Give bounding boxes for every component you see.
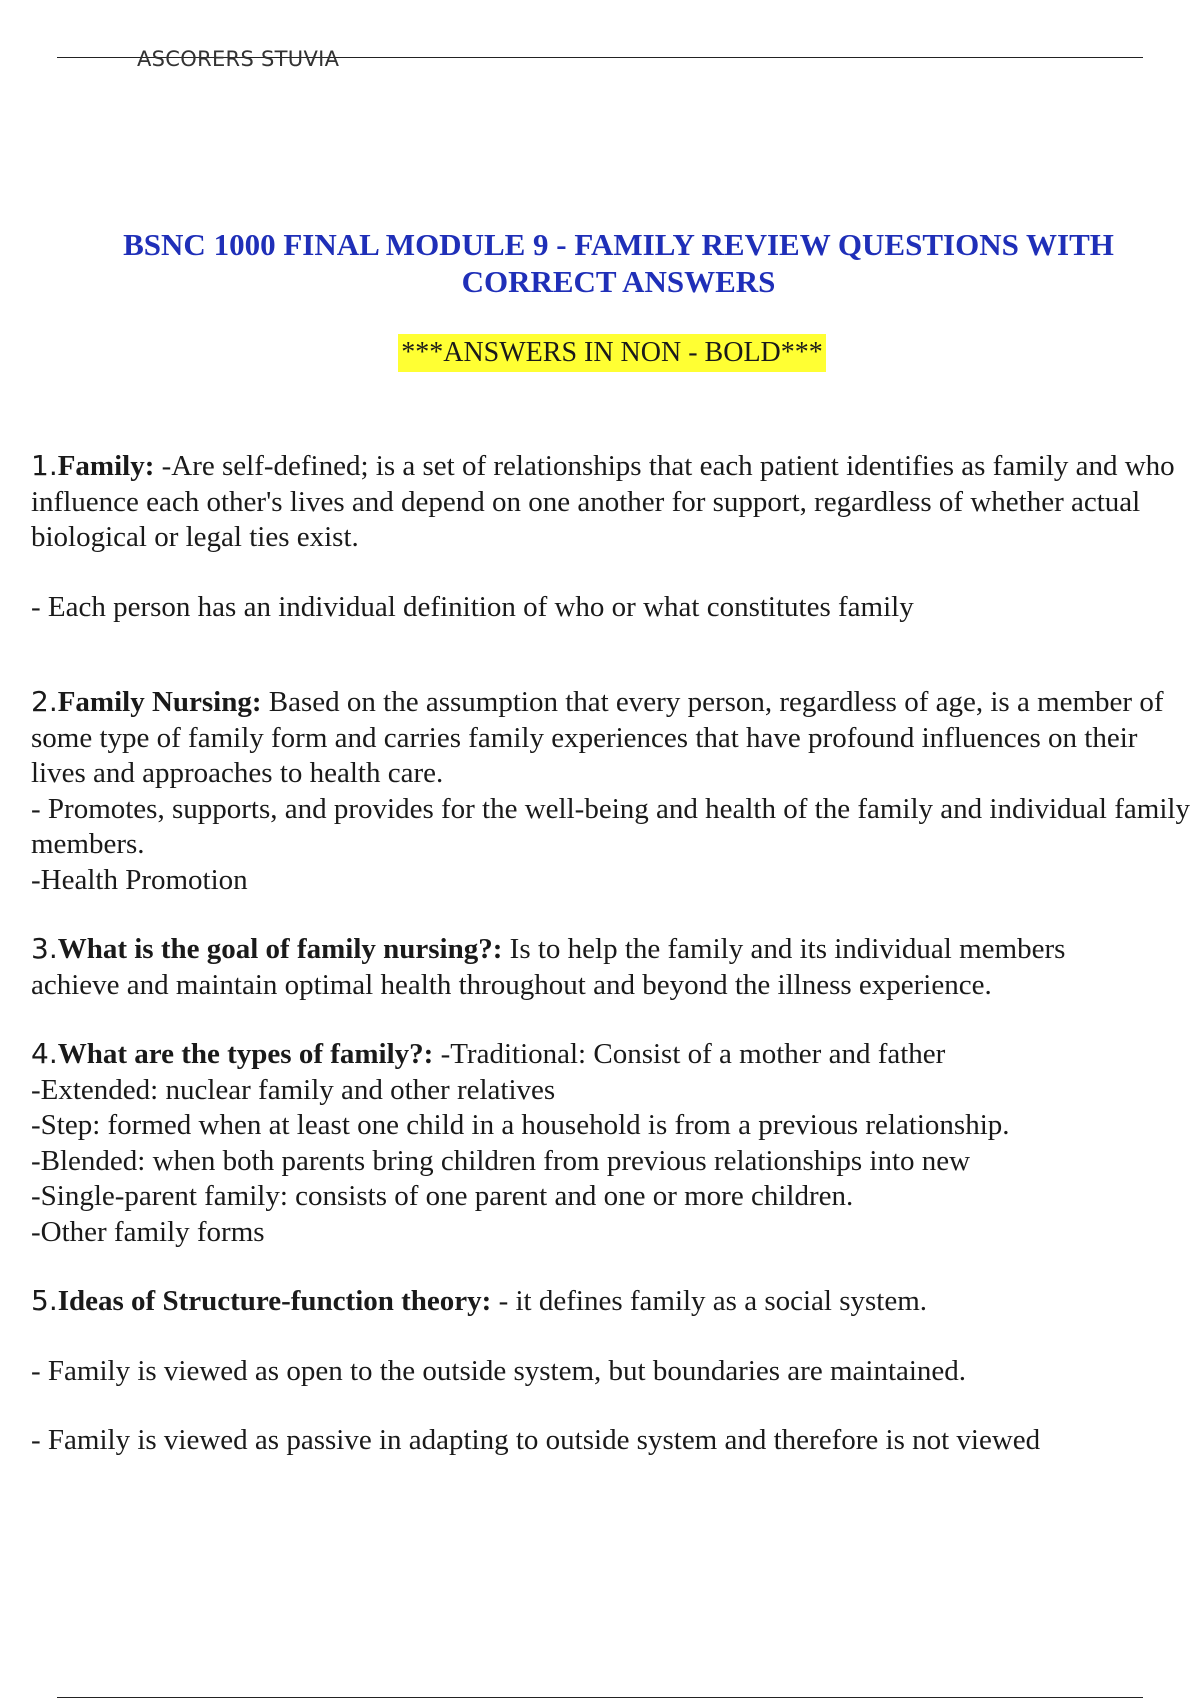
qa-item-4-body [31,1036,1191,1073]
answer-line: -Single-parent family: consists of one parent and one or more children. [31,1180,854,1212]
qa-item-1-body [31,448,1191,556]
item-number: 4. [31,1037,58,1070]
answer-extra: - Family is viewed as passive in adapting to outside system and therefore is not viewed [31,1424,1041,1456]
page-header [57,44,1143,84]
answer-line: -Other family forms [31,1215,265,1248]
answer-extra: - Family is viewed as open to the outside system, but boundaries are maintained. [31,1354,967,1387]
qa-item-5 [31,1283,1191,1459]
question-text: What are the types of family?: [57,1038,434,1070]
answer-line: - Promotes, supports, and provides for the well-being and health of the family and individual family members. [31,792,1190,860]
answer-extra: - Each person has an individual definition of who or what constitutes family [31,590,914,623]
footer-rule [57,1697,1143,1698]
answer-note-wrap [0,334,1200,372]
item-number: 2. [31,685,58,718]
qa-item-2 [31,684,1191,898]
item-number: 3. [31,932,58,965]
answer-text: - it defines family as a social system. [498,1285,928,1317]
qa-item-5-body [31,1283,1191,1320]
qa-list [31,448,1191,1492]
question-text: Family: [57,450,155,482]
qa-item-3-body [31,931,1091,1003]
item-number: 5. [31,1284,58,1317]
qa-item-1 [31,448,1191,625]
answer-text: -Are self-defined; is a set of relationships that each patient identifies as family and who influence each other's lives and depend on one another for support, regardless of whether actual biological or legal ties exist. [31,450,1175,553]
answer-line: -Extended: nuclear family and other relatives [31,1073,556,1106]
watermark-text: ASCORERS STUVIA [137,47,340,71]
question-text: Family Nursing: [57,686,262,718]
qa-item-4 [31,1036,1191,1250]
item-number: 1. [31,449,58,482]
answer-line: -Health Promotion [31,863,248,896]
document-title: BSNC 1000 FINAL MODULE 9 - FAMILY REVIEW QUESTIONS WITH CORRECT ANSWERS [123,227,1114,299]
answer-text: Is to help the family and its individual members achieve and maintain optimal health throughout and beyond the illness experience. [31,933,1066,1001]
qa-item-3 [31,931,1191,1003]
answer-text: Based on the assumption that every person, regardless of age, is a member of some type of family form and carries family experiences that have profound influences on their lives and approaches to health care. [31,686,1164,789]
answer-text: -Traditional: Consist of a mother and father [440,1038,946,1070]
answer-line: -Step: formed when at least one child in a household is from a previous relationship. [31,1109,1010,1141]
answer-line: -Blended: when both parents bring children from previous relationships into new [31,1144,971,1177]
question-text: Ideas of Structure-function theory: [57,1285,492,1317]
qa-item-2-body [31,684,1191,792]
answer-note-highlight: ***ANSWERS IN NON - BOLD*** [398,334,826,372]
question-text: What is the goal of family nursing?: [57,933,503,965]
